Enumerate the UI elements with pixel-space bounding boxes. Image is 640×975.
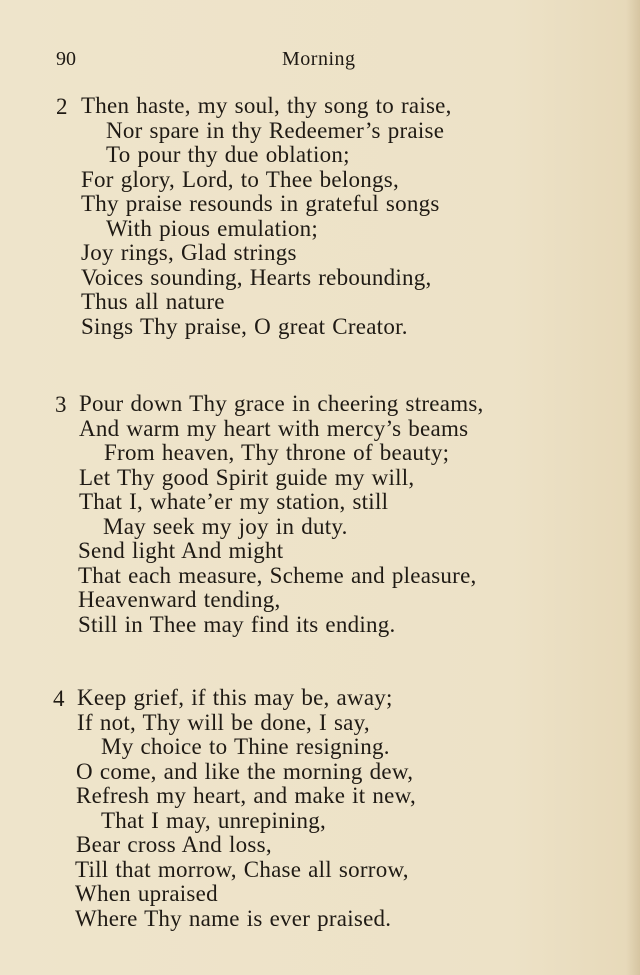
page-edge-shadow: [626, 0, 640, 975]
verse-line: Keep grief, if this may be, away;: [77, 685, 393, 710]
stanza-number: 4: [53, 686, 65, 711]
verse-line: Joy rings, Glad strings: [81, 240, 297, 265]
verse-line: That I may, unrepining,: [101, 807, 327, 833]
verse-line: Sings Thy praise, O great Creator.: [81, 313, 408, 339]
verse-line: That each measure, Scheme and pleasure,: [78, 562, 477, 588]
verse-line: If not, Thy will be done, I say,: [77, 709, 370, 735]
verse-line: For glory, Lord, to Thee belongs,: [81, 166, 399, 192]
verse-line: To pour thy due oblation;: [106, 142, 350, 167]
verse-line: Still in Thee may find its ending.: [78, 611, 396, 637]
verse-line: Voices sounding, Hearts rebounding,: [81, 264, 432, 290]
verse-line: Bear cross And loss,: [76, 832, 272, 857]
stanza-number: 3: [55, 392, 67, 417]
verse-line: Pour down Thy grace in cheering streams,: [79, 391, 484, 416]
verse-line: With pious emulation;: [106, 215, 319, 241]
verse-line: My choice to Thine resigning.: [101, 734, 390, 759]
verse-line: Heavenward tending,: [78, 587, 281, 612]
verse-line: Thus all nature: [81, 289, 225, 314]
verse-line: Let Thy good Spirit guide my will,: [79, 464, 415, 490]
verse-line: Refresh my heart, and make it new,: [76, 783, 417, 808]
verse-line: Nor spare in thy Redeemer’s praise: [106, 117, 445, 143]
page-title: Morning: [282, 48, 356, 70]
verse-line: Where Thy name is ever praised.: [75, 905, 392, 931]
verse-line: Till that morrow, Chase all sorrow,: [75, 856, 409, 882]
verse-line: From heaven, Thy throne of beauty;: [104, 440, 450, 465]
verse-line: That I, whate’er my station, still: [79, 489, 389, 514]
verse-line: Then haste, my soul, thy song to raise,: [81, 93, 452, 118]
page-header: [0, 44, 640, 74]
verse-line: Send light And might: [78, 538, 284, 563]
verse-line: May seek my joy in duty.: [103, 513, 348, 539]
verse-line: And warm my heart with mercy’s beams: [79, 415, 469, 441]
stanza-number: 2: [56, 94, 68, 119]
verse-line: When upraised: [75, 881, 218, 906]
page-number: 90: [56, 48, 76, 70]
verse-line: O come, and like the morning dew,: [76, 758, 414, 784]
verse-line: Thy praise resounds in grateful songs: [81, 191, 440, 216]
